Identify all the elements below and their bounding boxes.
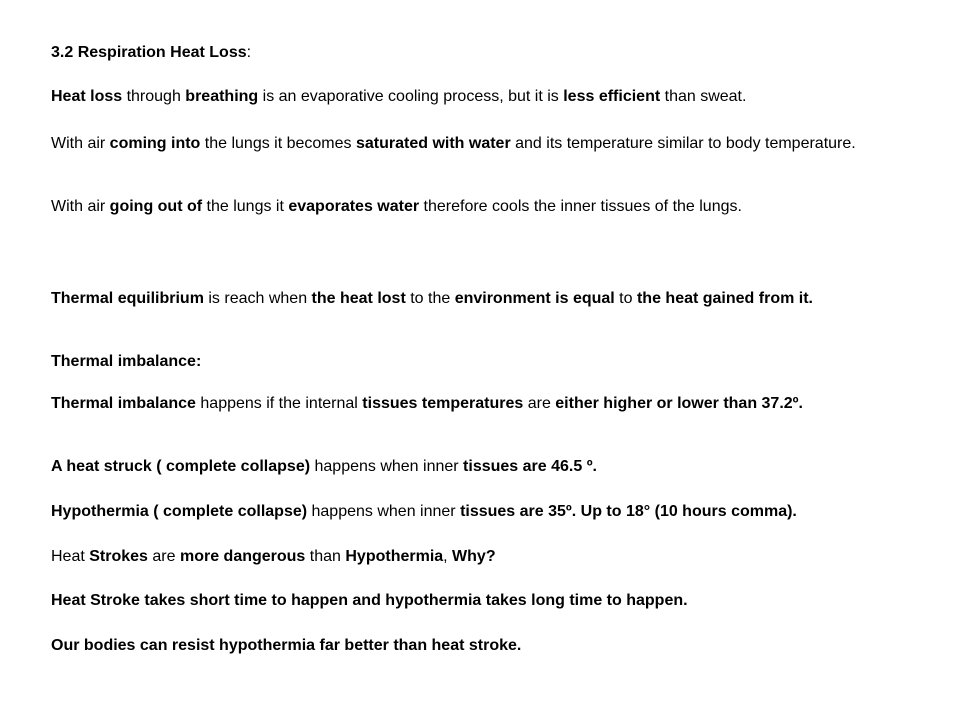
text-run: than sweat. <box>660 88 747 105</box>
text-run: therefore cools the inner tissues of the lungs. <box>419 198 742 215</box>
bold-text-run: tissues are 46.5 º. <box>463 458 597 475</box>
bold-text-run: 3.2 Respiration Heat Loss <box>51 44 247 61</box>
text-run: is an evaporative cooling process, but it is <box>258 88 564 105</box>
text-run: With air <box>51 135 110 152</box>
bold-text-run: breathing <box>185 88 259 105</box>
text-run: the lungs it becomes <box>200 135 356 152</box>
text-run: than <box>305 548 346 565</box>
text-run: and its temperature similar to body temperature. <box>510 135 856 152</box>
text-run: happens when inner <box>307 503 461 520</box>
bold-text-run: Our bodies can resist hypothermia far better than heat stroke. <box>51 637 522 654</box>
text-run: Heat <box>51 548 90 565</box>
text-run: , <box>443 548 453 565</box>
text-run: : <box>246 44 252 61</box>
text-run: the lungs it <box>202 198 289 215</box>
paragraph-thermal-imbalance-heading <box>51 353 931 370</box>
bold-text-run: saturated with water <box>355 135 511 152</box>
bold-text-run: Heat loss <box>51 88 123 105</box>
bold-text-run: the heat gained from it. <box>636 290 813 307</box>
text-run: to the <box>405 290 455 307</box>
paragraph-heat-loss-breathing <box>51 88 931 105</box>
text-run: happens if the internal <box>195 395 363 412</box>
bold-text-run: more dangerous <box>179 548 306 565</box>
bold-text-run: tissues are 35º. Up to 18° (10 hours comma). <box>460 503 797 520</box>
bold-text-run: evaporates water <box>288 198 420 215</box>
bold-text-run: the heat lost <box>311 290 406 307</box>
paragraph-air-going-out <box>51 198 931 215</box>
bold-text-run: Thermal imbalance <box>51 395 196 412</box>
bold-text-run: Hypothermia ( complete collapse) <box>51 503 308 520</box>
bold-text-run: Hypothermia <box>345 548 444 565</box>
paragraph-thermal-equilibrium <box>51 290 931 307</box>
bold-text-run: Heat Stroke takes short time to happen and hypothermia takes long time to happen. <box>51 592 688 609</box>
paragraph-heat-struck <box>51 458 931 475</box>
bold-text-run: Strokes <box>89 548 148 565</box>
bold-text-run: Thermal imbalance: <box>51 353 202 370</box>
bold-text-run: less efficient <box>563 88 661 105</box>
text-run: happens when inner <box>310 458 464 475</box>
text-run: are <box>523 395 556 412</box>
text-run: is reach when <box>203 290 312 307</box>
paragraph-thermal-imbalance <box>51 395 931 412</box>
paragraph-heat-strokes-danger <box>51 548 931 565</box>
text-run: are <box>147 548 180 565</box>
paragraph-hypothermia <box>51 503 931 520</box>
text-run: to <box>614 290 637 307</box>
bold-text-run: A heat struck ( complete collapse) <box>51 458 311 475</box>
paragraph-air-coming-in <box>51 135 931 152</box>
text-run: With air <box>51 198 110 215</box>
paragraph-heat-stroke-time <box>51 592 931 609</box>
bold-text-run: Why? <box>452 548 496 565</box>
bold-text-run: tissues temperatures <box>362 395 524 412</box>
section-heading <box>51 44 931 61</box>
text-run: through <box>122 88 186 105</box>
bold-text-run: coming into <box>109 135 201 152</box>
paragraph-bodies-resist <box>51 637 931 654</box>
bold-text-run: either higher or lower than 37.2º. <box>555 395 803 412</box>
bold-text-run: environment is equal <box>454 290 615 307</box>
bold-text-run: Thermal equilibrium <box>51 290 204 307</box>
bold-text-run: going out of <box>109 198 203 215</box>
